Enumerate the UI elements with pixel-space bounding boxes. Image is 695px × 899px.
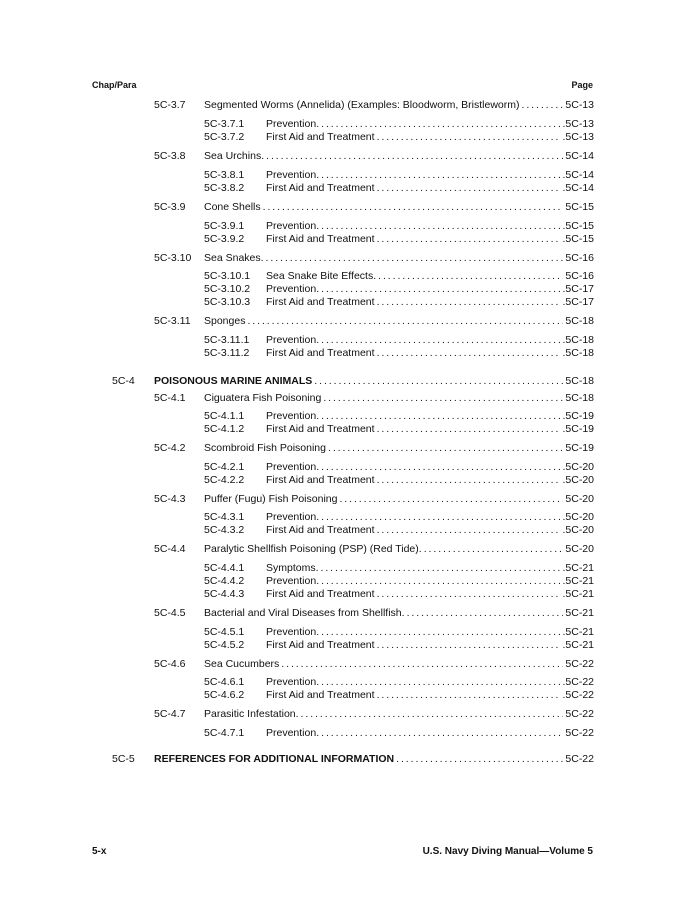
toc-entry-title: REFERENCES FOR ADDITIONAL INFORMATION xyxy=(154,753,395,765)
toc-entry[interactable] xyxy=(154,658,594,671)
dot-leader xyxy=(377,588,561,601)
toc-entry[interactable] xyxy=(204,182,594,195)
toc-entry[interactable] xyxy=(154,442,594,455)
toc-entry-title: Prevention. xyxy=(266,118,320,130)
toc-entry-page: .5C-21 xyxy=(562,562,594,574)
toc-entry-number: 5C-4.2 xyxy=(154,442,186,454)
toc-entry[interactable] xyxy=(204,588,594,601)
toc-entry-title: Scombroid Fish Poisoning xyxy=(204,442,326,454)
toc-entry-number: 5C-3.8.2 xyxy=(204,182,245,194)
dot-leader xyxy=(321,283,560,296)
toc-entry[interactable] xyxy=(204,169,594,182)
toc-entry[interactable] xyxy=(204,270,594,283)
dot-leader xyxy=(321,410,560,423)
toc-entry-title: First Aid and Treatment xyxy=(266,296,375,308)
toc-entry-number: 5C-3.11 xyxy=(154,315,191,327)
toc-entry-number: 5C-3.8 xyxy=(154,150,186,162)
toc-entry-page: 5C-22 xyxy=(565,753,594,765)
toc-entry-page: 5C-21 xyxy=(565,607,594,619)
dot-leader xyxy=(263,201,564,214)
toc-entry-title: Prevention. xyxy=(266,676,320,688)
toc-entry[interactable] xyxy=(154,493,594,506)
manual-title: U.S. Navy Diving Manual—Volume 5 xyxy=(422,846,593,857)
toc-entry-page: .5C-21 xyxy=(562,588,594,600)
toc-entry-page: .5C-20 xyxy=(562,511,594,523)
toc-entry[interactable] xyxy=(204,220,594,233)
dot-leader xyxy=(378,270,563,283)
toc-entry-number: 5C-3.10 xyxy=(154,252,192,264)
toc-entry[interactable] xyxy=(204,334,594,347)
toc-entry-number: 5C-4.3 xyxy=(154,493,186,505)
toc-entry-page: .5C-22 xyxy=(562,676,594,688)
toc-entry-title: First Aid and Treatment xyxy=(266,689,375,701)
toc-entry-title: First Aid and Treatment xyxy=(266,524,375,536)
toc-entry-number: 5C-4.1.1 xyxy=(204,410,245,422)
toc-entry-page: .5C-17 xyxy=(562,296,594,308)
dot-leader xyxy=(323,392,563,405)
toc-entry-number: 5C-3.11.1 xyxy=(204,334,250,346)
toc-entry-title: Prevention. xyxy=(266,511,320,523)
dot-leader xyxy=(377,296,561,309)
toc-entry[interactable] xyxy=(204,626,594,639)
toc-entry-page: 5C-16 xyxy=(565,270,594,282)
dot-leader xyxy=(321,118,560,131)
toc-entry[interactable] xyxy=(204,689,594,702)
toc-entry-number: 5C-3.8.1 xyxy=(204,169,245,181)
toc-entry-page: 5C-20 xyxy=(565,543,594,555)
toc-entry-title: Prevention. xyxy=(266,283,320,295)
toc-entry-page: .5C-13 xyxy=(562,118,594,130)
toc-entry-title: Prevention. xyxy=(266,461,320,473)
toc-entry-page: .5C-15 xyxy=(562,233,594,245)
toc-entry-number: 5C-3.10.3 xyxy=(204,296,251,308)
toc-entry-number: 5C-3.9.1 xyxy=(204,220,245,232)
toc-entry-title: Prevention. xyxy=(266,727,320,739)
dot-leader xyxy=(321,511,560,524)
toc-entry[interactable] xyxy=(154,150,594,163)
toc-entry-number: 5C-3.10.1 xyxy=(204,270,251,282)
dot-leader xyxy=(247,315,563,328)
dot-leader xyxy=(328,442,563,455)
column-header-page: Page xyxy=(571,80,593,90)
dot-leader xyxy=(321,676,560,689)
toc-entry-number: 5C-4.6.2 xyxy=(204,689,245,701)
toc-entry-title: First Aid and Treatment xyxy=(266,588,375,600)
toc-entry-page: 5C-18 xyxy=(565,375,594,387)
toc-entry-title: Prevention. xyxy=(266,410,320,422)
toc-entry-title: Segmented Worms (Annelida) (Examples: Bloodworm, Bristleworm) xyxy=(204,99,520,111)
toc-entry[interactable] xyxy=(204,727,594,740)
dot-leader xyxy=(321,562,561,575)
toc-entry-number: 5C-3.7.2 xyxy=(204,131,245,143)
dot-leader xyxy=(321,169,560,182)
toc-entry-title: First Aid and Treatment xyxy=(266,474,375,486)
toc-entry[interactable] xyxy=(204,233,594,246)
toc-entry-number: 5C-5 xyxy=(112,753,135,765)
toc-entry-title: First Aid and Treatment xyxy=(266,233,375,245)
toc-entry[interactable] xyxy=(154,607,594,620)
toc-entry-title: Symptoms. xyxy=(266,562,319,574)
toc-entry-page: 5C-15 xyxy=(565,201,594,213)
toc-entry-number: 5C-4.5 xyxy=(154,607,186,619)
dot-leader xyxy=(321,727,563,740)
toc-entry-title: Sponges xyxy=(204,315,246,327)
page-number: 5-x xyxy=(92,846,107,857)
toc-entry-title: Prevention. xyxy=(266,334,320,346)
toc-entry-number: 5C-3.7.1 xyxy=(204,118,245,130)
toc-entry-page: .5C-21 xyxy=(562,626,594,638)
toc-entry-page: .5C-13 xyxy=(562,131,594,143)
toc-entry-page: .5C-15 xyxy=(562,220,594,232)
dot-leader xyxy=(321,220,560,233)
toc-entry-title: First Aid and Treatment xyxy=(266,182,375,194)
toc-entry-title: Ciguatera Fish Poisoning xyxy=(204,392,322,404)
toc-entry[interactable] xyxy=(154,99,594,112)
toc-entry-title: Prevention. xyxy=(266,626,320,638)
toc-entry[interactable] xyxy=(112,375,594,388)
dot-leader xyxy=(522,99,564,112)
toc-entry-number: 5C-4.3.2 xyxy=(204,524,245,536)
toc-entry[interactable] xyxy=(204,676,594,689)
toc-entry-number: 5C-3.9 xyxy=(154,201,186,213)
dot-leader xyxy=(377,182,561,195)
toc-entry-number: 5C-4.5.1 xyxy=(204,626,245,638)
toc-entry-page: 5C-22 xyxy=(565,708,594,720)
toc-entry[interactable] xyxy=(204,511,594,524)
toc-entry-page: 5C-20 xyxy=(565,493,594,505)
toc-entry[interactable] xyxy=(154,543,594,556)
dot-leader xyxy=(266,150,563,163)
toc-entry-number: 5C-4.4.2 xyxy=(204,575,245,587)
toc-entry-page: .5C-21 xyxy=(562,575,594,587)
toc-entry-title: Cone Shells xyxy=(204,201,261,213)
toc-entry-page: 5C-18 xyxy=(565,315,594,327)
toc-entry[interactable] xyxy=(204,474,594,487)
toc-entry-title: Sea Snakes. xyxy=(204,252,264,264)
toc-entry-number: 5C-3.9.2 xyxy=(204,233,245,245)
dot-leader xyxy=(396,753,563,766)
dot-leader xyxy=(377,347,561,360)
toc-entry-page: .5C-22 xyxy=(562,689,594,701)
toc-entry-page: 5C-18 xyxy=(565,392,594,404)
toc-entry-title: First Aid and Treatment xyxy=(266,347,375,359)
dot-leader xyxy=(377,524,561,537)
column-header-chap-para: Chap/Para xyxy=(92,80,137,90)
dot-leader xyxy=(266,252,564,265)
toc-entry-page: .5C-21 xyxy=(562,639,594,651)
toc-entry-title: Sea Urchins. xyxy=(204,150,265,162)
toc-entry-page: .5C-17 xyxy=(562,283,594,295)
toc-entry[interactable] xyxy=(204,562,594,575)
toc-entry[interactable] xyxy=(204,639,594,652)
toc-entry-number: 5C-4.7.1 xyxy=(204,727,245,739)
toc-entry-page: .5C-19 xyxy=(562,423,594,435)
toc-entry-title: Prevention. xyxy=(266,575,320,587)
toc-entry[interactable] xyxy=(204,524,594,537)
toc-entry-number: 5C-3.7 xyxy=(154,99,186,111)
toc-entry-number: 5C-4.2.1 xyxy=(204,461,245,473)
toc-entry-page: 5C-19 xyxy=(565,442,594,454)
toc-entry[interactable] xyxy=(154,708,594,721)
toc-entry-page: .5C-14 xyxy=(562,169,594,181)
toc-entry-title: Sea Snake Bite Effects. xyxy=(266,270,377,282)
toc-entry[interactable] xyxy=(204,296,594,309)
toc-entry-page: .5C-14 xyxy=(562,182,594,194)
toc-entry-page: 5C-16 xyxy=(565,252,594,264)
dot-leader xyxy=(321,334,560,347)
toc-entry-number: 5C-4.6.1 xyxy=(204,676,245,688)
toc-entry[interactable] xyxy=(204,131,594,144)
toc-entry-title: Sea Cucumbers xyxy=(204,658,280,670)
toc-entry[interactable] xyxy=(112,753,594,766)
dot-leader xyxy=(424,543,564,556)
toc-entry[interactable] xyxy=(154,392,594,405)
dot-leader xyxy=(377,233,561,246)
toc-entry-number: 5C-4 xyxy=(112,375,135,387)
toc-entry-page: .5C-18 xyxy=(562,334,594,346)
toc-entry[interactable] xyxy=(204,283,594,296)
toc-entry[interactable] xyxy=(154,201,594,214)
dot-leader xyxy=(377,131,561,144)
toc-entry-number: 5C-3.10.2 xyxy=(204,283,251,295)
toc-entry-number: 5C-4.7 xyxy=(154,708,186,720)
toc-entry[interactable] xyxy=(154,252,594,265)
toc-entry-title: Bacterial and Viral Diseases from Shellfish. xyxy=(204,607,405,619)
toc-entry-title: Parasitic Infestation. xyxy=(204,708,299,720)
dot-leader xyxy=(377,423,561,436)
toc-entry-page: .5C-20 xyxy=(562,524,594,536)
toc-entry[interactable] xyxy=(204,410,594,423)
toc-entry-number: 5C-4.3.1 xyxy=(204,511,245,523)
toc-entry-page: .5C-18 xyxy=(562,347,594,359)
dot-leader xyxy=(377,689,561,702)
toc-entry-number: 5C-3.11.2 xyxy=(204,347,250,359)
toc-entry-number: 5C-4.6 xyxy=(154,658,186,670)
toc-entry-title: Paralytic Shellfish Poisoning (PSP) (Red Tide). xyxy=(204,543,422,555)
toc-entry-page: 5C-14 xyxy=(565,150,594,162)
dot-leader xyxy=(407,607,564,620)
dot-leader xyxy=(339,493,563,506)
toc-entry-title: Puffer (Fugu) Fish Poisoning xyxy=(204,493,338,505)
toc-entry-title: Prevention. xyxy=(266,169,320,181)
dot-leader xyxy=(281,658,563,671)
toc-entry[interactable] xyxy=(154,315,594,328)
toc-entry[interactable] xyxy=(204,118,594,131)
dot-leader xyxy=(321,461,560,474)
dot-leader xyxy=(377,474,561,487)
toc-entry-number: 5C-4.2.2 xyxy=(204,474,245,486)
toc-entry-title: Prevention. xyxy=(266,220,320,232)
toc-entry-page: 5C-22 xyxy=(565,658,594,670)
toc-entry[interactable] xyxy=(204,347,594,360)
toc-entry-title: First Aid and Treatment xyxy=(266,639,375,651)
toc-entry[interactable] xyxy=(204,575,594,588)
toc-entry-title: POISONOUS MARINE ANIMALS xyxy=(154,375,313,387)
toc-entry-number: 5C-4.5.2 xyxy=(204,639,245,651)
dot-leader xyxy=(377,639,561,652)
toc-entry[interactable] xyxy=(204,423,594,436)
toc-entry-page: .5C-20 xyxy=(562,474,594,486)
toc-entry-page: .5C-19 xyxy=(562,410,594,422)
toc-entry-title: First Aid and Treatment xyxy=(266,131,375,143)
toc-entry-number: 5C-4.4.3 xyxy=(204,588,245,600)
toc-entry-page: 5C-22 xyxy=(565,727,594,739)
toc-entry-title: First Aid and Treatment xyxy=(266,423,375,435)
toc-entry-page: 5C-13 xyxy=(565,99,594,111)
toc-entry-number: 5C-4.1.2 xyxy=(204,423,245,435)
dot-leader xyxy=(301,708,564,721)
dot-leader xyxy=(321,626,560,639)
toc-entry-number: 5C-4.4.1 xyxy=(204,562,245,574)
toc-entry[interactable] xyxy=(204,461,594,474)
dot-leader xyxy=(321,575,560,588)
toc-entry-page: .5C-20 xyxy=(562,461,594,473)
toc-entry-number: 5C-4.4 xyxy=(154,543,186,555)
dot-leader xyxy=(314,375,563,388)
toc-entry-number: 5C-4.1 xyxy=(154,392,186,404)
